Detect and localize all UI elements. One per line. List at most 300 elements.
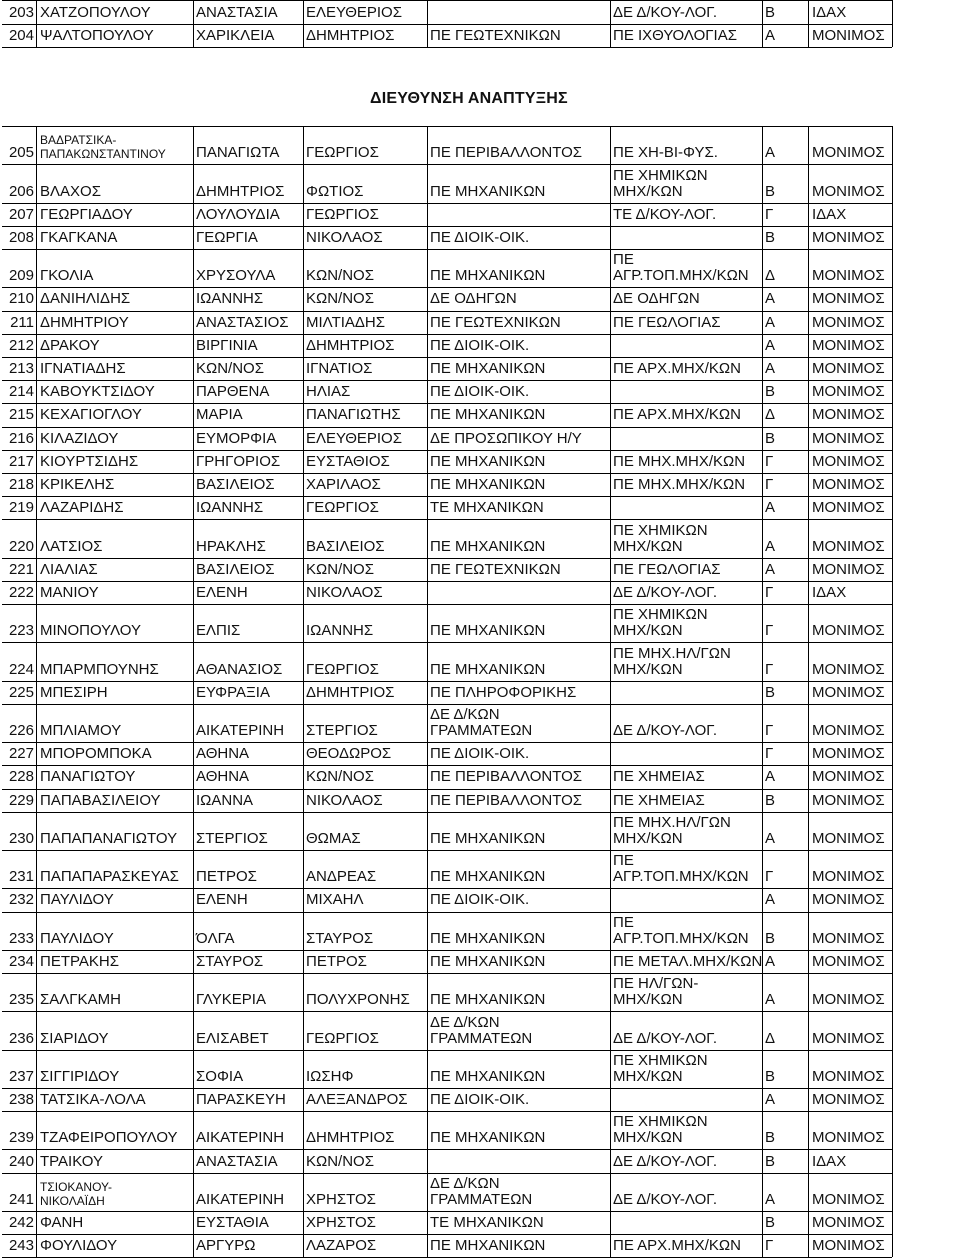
cell-status: ΜΟΝΙΜΟΣ xyxy=(812,791,885,809)
cell-surname: ΚΕΧΑΓΙΟΓΛΟΥ xyxy=(40,406,142,424)
cell-name: ΧΡΥΣΟΥΛΑ xyxy=(196,267,276,285)
cell-branch: ΔΕ Δ/ΚΩΝ ΓΡΑΜΜΑΤΕΩΝ xyxy=(430,1013,533,1047)
cell-father: ΛΑΖΑΡΟΣ xyxy=(306,1237,377,1255)
cell-name: ΕΥΜΟΡΦΙΑ xyxy=(196,429,277,447)
cell-spec: ΠΕ ΑΓΡ.ΤΟΠ.ΜΗΧ/ΚΩΝ xyxy=(613,251,749,285)
table-row xyxy=(0,1011,960,1049)
table-row xyxy=(0,1050,960,1088)
table-row xyxy=(0,789,960,812)
cell-grade: Α xyxy=(765,952,776,970)
table-row xyxy=(0,1211,960,1234)
cell-grade: Β xyxy=(765,929,776,947)
cell-father: ΚΩΝ/ΝΟΣ xyxy=(306,267,374,285)
cell-grade: Α xyxy=(765,336,776,354)
cell-status: ΜΟΝΙΜΟΣ xyxy=(812,891,885,909)
cell-father: ΓΕΩΡΓΙΟΣ xyxy=(306,499,379,517)
table-row xyxy=(0,888,960,911)
cell-grade: Α xyxy=(765,991,776,1009)
row-divider xyxy=(2,47,892,48)
cell-spec: ΠΕ ΑΡΧ.ΜΗΧ/ΚΩΝ xyxy=(613,1237,741,1255)
cell-spec: ΠΕ ΧΗΜΕΙΑΣ xyxy=(613,791,705,809)
table-row xyxy=(0,973,960,1011)
cell-no: 205 xyxy=(8,144,34,162)
cell-name: ΑΙΚΑΤΕΡΙΝΗ xyxy=(196,1190,285,1208)
cell-father: ΙΩΣΗΦ xyxy=(306,1067,354,1085)
cell-name: ΙΩΑΝΝΗΣ xyxy=(196,499,264,517)
cell-no: 234 xyxy=(8,952,34,970)
cell-no: 226 xyxy=(8,722,34,740)
cell-no: 232 xyxy=(8,891,34,909)
cell-grade: Α xyxy=(765,499,776,517)
cell-grade: Α xyxy=(765,360,776,378)
cell-grade: Α xyxy=(765,560,776,578)
cell-father: ΜΙΧΑΗΛ xyxy=(306,891,364,909)
cell-father: ΒΑΣΙΛΕΙΟΣ xyxy=(306,537,385,555)
cell-name: ΕΛΠΙΣ xyxy=(196,622,241,640)
table-row xyxy=(0,912,960,950)
cell-grade: Γ xyxy=(765,622,774,640)
cell-no: 230 xyxy=(8,829,34,847)
cell-no: 212 xyxy=(8,336,34,354)
cell-status: ΜΟΝΙΜΟΣ xyxy=(812,683,885,701)
cell-name: ΑΘΗΝΑ xyxy=(196,745,250,763)
cell-spec: ΠΕ ΙΧΘΥΟΛΟΓΙΑΣ xyxy=(613,27,737,44)
cell-surname: ΔΡΑΚΟΥ xyxy=(40,336,100,354)
table-row xyxy=(0,681,960,704)
cell-father: ΧΡΗΣΤΟΣ xyxy=(306,1190,376,1208)
cell-spec: ΠΕ ΓΕΩΛΟΓΙΑΣ xyxy=(613,560,721,578)
table-row xyxy=(0,0,960,24)
cell-spec: ΠΕ ΑΓΡ.ΤΟΠ.ΜΗΧ/ΚΩΝ xyxy=(613,913,749,947)
cell-branch: ΔΕ ΠΡΟΣΩΠΙΚΟΥ Η/Υ xyxy=(430,429,582,447)
cell-no: 215 xyxy=(8,406,34,424)
cell-no: 219 xyxy=(8,499,34,517)
cell-status: ΜΟΝΙΜΟΣ xyxy=(812,406,885,424)
cell-spec: ΔΕ Δ/ΚΟΥ-ΛΟΓ. xyxy=(613,1152,718,1170)
table-row xyxy=(0,427,960,450)
cell-surname: ΒΛΑΧΟΣ xyxy=(40,182,101,200)
cell-spec: ΠΕ ΧΗΜΙΚΩΝ ΜΗΧ/ΚΩΝ xyxy=(613,1051,708,1085)
cell-grade: Α xyxy=(765,1091,776,1109)
cell-name: ΒΑΣΙΛΕΙΟΣ xyxy=(196,560,275,578)
cell-name: ΑΘΗΝΑ xyxy=(196,768,250,786)
cell-spec: ΠΕ ΑΡΧ.ΜΗΧ/ΚΩΝ xyxy=(613,406,741,424)
cell-branch: ΠΕ ΜΗΧΑΝΙΚΩΝ xyxy=(430,1067,546,1085)
column-divider xyxy=(36,0,37,47)
cell-surname: ΚΑΒΟΥΚΤΣΙΔΟΥ xyxy=(40,383,155,401)
cell-no: 242 xyxy=(8,1214,34,1232)
cell-spec: ΠΕ ΜΗΧ.ΗΛ/ΓΩΝ ΜΗΧ/ΚΩΝ xyxy=(613,644,731,678)
cell-father: ΝΙΚΟΛΑΟΣ xyxy=(306,791,383,809)
cell-branch: ΠΕ ΜΗΧΑΝΙΚΩΝ xyxy=(430,829,546,847)
cell-branch: ΠΕ ΔΙΟΙΚ-ΟΙΚ. xyxy=(430,891,530,909)
cell-status: ΜΟΝΙΜΟΣ xyxy=(812,1091,885,1109)
cell-name: ΑΡΓΥΡΩ xyxy=(196,1237,256,1255)
cell-surname: ΤΣΙΟΚΑΝΟΥ- ΝΙΚΟΛΑΪΔΗ xyxy=(40,1179,112,1208)
cell-father: ΓΕΩΡΓΙΟΣ xyxy=(306,1029,379,1047)
cell-branch: ΤΕ ΜΗΧΑΝΙΚΩΝ xyxy=(430,1214,544,1232)
cell-grade: Γ xyxy=(765,205,774,223)
cell-grade: Α xyxy=(765,891,776,909)
table-row xyxy=(0,812,960,850)
cell-name: ΕΥΣΤΑΘΙΑ xyxy=(196,1214,269,1232)
column-divider xyxy=(892,0,893,47)
cell-spec: ΔΕ Δ/ΚΟΥ-ΛΟΓ. xyxy=(613,1190,718,1208)
cell-father: ΣΤΕΡΓΙΟΣ xyxy=(306,722,378,740)
cell-surname: ΤΑΤΣΙΚΑ-ΛΟΛΑ xyxy=(40,1091,146,1109)
cell-surname: ΠΑΠΑΒΑΣΙΛΕΙΟΥ xyxy=(40,791,161,809)
cell-father: ΓΕΩΡΓΙΟΣ xyxy=(306,205,379,223)
column-divider xyxy=(427,0,428,47)
cell-grade: Α xyxy=(765,144,776,162)
table-row xyxy=(0,1149,960,1172)
cell-status: ΜΟΝΙΜΟΣ xyxy=(812,313,885,331)
cell-branch: ΠΕ ΔΙΟΙΚ-ΟΙΚ. xyxy=(430,383,530,401)
cell-father: ΕΛΕΥΘΕΡΙΟΣ xyxy=(306,429,402,447)
cell-surname: ΜΠΛΙΑΜΟΥ xyxy=(40,722,122,740)
cell-status: ΙΔΑΧ xyxy=(812,1152,847,1170)
cell-father: ΙΓΝΑΤΙΟΣ xyxy=(306,360,373,378)
column-divider xyxy=(610,0,611,47)
table-row xyxy=(0,450,960,473)
cell-grade: Α xyxy=(765,768,776,786)
cell-branch: ΠΕ ΔΙΟΙΚ-ΟΙΚ. xyxy=(430,336,530,354)
cell-surname: ΠΑΥΛΙΔΟΥ xyxy=(40,891,114,909)
cell-grade: Δ xyxy=(765,406,776,424)
cell-status: ΜΟΝΙΜΟΣ xyxy=(812,336,885,354)
cell-no: 241 xyxy=(8,1190,34,1208)
cell-branch: ΠΕ ΔΙΟΙΚ-ΟΙΚ. xyxy=(430,745,530,763)
cell-grade: Α xyxy=(765,537,776,555)
cell-name: ΠΑΝΑΓΙΩΤΑ xyxy=(196,144,280,162)
cell-status: ΜΟΝΙΜΟΣ xyxy=(812,929,885,947)
cell-status: ΜΟΝΙΜΟΣ xyxy=(812,383,885,401)
cell-name: ΒΙΡΓΙΝΙΑ xyxy=(196,336,258,354)
cell-no: 222 xyxy=(8,583,34,601)
cell-grade: Β xyxy=(765,429,776,447)
cell-grade: Β xyxy=(765,182,776,200)
table-row xyxy=(0,850,960,888)
cell-spec: ΠΕ ΗΛ/ΓΩΝ- ΜΗΧ/ΚΩΝ xyxy=(613,975,699,1009)
table-row xyxy=(0,581,960,604)
cell-no: 223 xyxy=(8,622,34,640)
cell-surname: ΔΑΝΙΗΛΙΔΗΣ xyxy=(40,290,131,308)
cell-father: ΘΩΜΑΣ xyxy=(306,829,361,847)
cell-status: ΜΟΝΙΜΟΣ xyxy=(812,228,885,246)
cell-branch: ΔΕ Δ/ΚΩΝ ΓΡΑΜΜΑΤΕΩΝ xyxy=(430,1174,533,1208)
cell-status: ΜΟΝΙΜΟΣ xyxy=(812,722,885,740)
cell-name: ΑΙΚΑΤΕΡΙΝΗ xyxy=(196,1129,285,1147)
column-divider xyxy=(193,126,194,1257)
table-row xyxy=(0,1088,960,1111)
cell-no: 237 xyxy=(8,1067,34,1085)
cell-no: 228 xyxy=(8,768,34,786)
table-row xyxy=(0,249,960,287)
cell-spec: ΔΕ Δ/ΚΟΥ-ΛΟΓ. xyxy=(613,583,718,601)
cell-father: ΜΙΛΤΙΑΔΗΣ xyxy=(306,313,386,331)
cell-name: ΒΑΣΙΛΕΙΟΣ xyxy=(196,476,275,494)
cell-name: ΧΑΡΙΚΛΕΙΑ xyxy=(196,27,275,44)
cell-status: ΜΟΝΙΜΟΣ xyxy=(812,660,885,678)
cell-grade: Α xyxy=(765,1190,776,1208)
cell-status: ΜΟΝΙΜΟΣ xyxy=(812,1067,885,1085)
cell-name: ΙΩΑΝΝΑ xyxy=(196,791,254,809)
table-row xyxy=(0,704,960,742)
cell-father: ΓΕΩΡΓΙΟΣ xyxy=(306,144,379,162)
cell-father: ΕΥΣΤΑΘΙΟΣ xyxy=(306,452,390,470)
cell-spec: ΠΕ ΧΗ-ΒΙ-ΦΥΣ. xyxy=(613,144,718,162)
cell-grade: Γ xyxy=(765,660,774,678)
cell-name: ΕΥΦΡΑΞΙΑ xyxy=(196,683,270,701)
table-row xyxy=(0,24,960,48)
cell-father: ΔΗΜΗΤΡΙΟΣ xyxy=(306,27,395,44)
cell-surname: ΤΖΑΦΕΙΡΟΠΟΥΛΟΥ xyxy=(40,1129,178,1147)
cell-father: ΧΑΡΙΛΑΟΣ xyxy=(306,476,381,494)
cell-no: 209 xyxy=(8,267,34,285)
cell-grade: Δ xyxy=(765,267,776,285)
table-row xyxy=(0,311,960,334)
cell-no: 238 xyxy=(8,1091,34,1109)
table-row xyxy=(0,765,960,788)
cell-grade: Β xyxy=(765,1129,776,1147)
cell-father: ΝΙΚΟΛΑΟΣ xyxy=(306,228,383,246)
cell-branch: ΠΕ ΔΙΟΙΚ-ΟΙΚ. xyxy=(430,1091,530,1109)
cell-branch: ΠΕ ΜΗΧΑΝΙΚΩΝ xyxy=(430,476,546,494)
cell-father: ΔΗΜΗΤΡΙΟΣ xyxy=(306,336,395,354)
table-row xyxy=(0,1111,960,1149)
cell-spec: ΔΕ Δ/ΚΟΥ-ΛΟΓ. xyxy=(613,1029,718,1047)
table-row xyxy=(0,357,960,380)
cell-no: 213 xyxy=(8,360,34,378)
cell-name: ΗΡΑΚΛΗΣ xyxy=(196,537,266,555)
cell-no: 229 xyxy=(8,791,34,809)
cell-name: ΣΤΑΥΡΟΣ xyxy=(196,952,264,970)
cell-grade: Δ xyxy=(765,1029,776,1047)
cell-grade: Α xyxy=(765,27,776,44)
cell-no: 227 xyxy=(8,745,34,763)
cell-no: 225 xyxy=(8,683,34,701)
cell-status: ΜΟΝΙΜΟΣ xyxy=(812,144,885,162)
cell-name: ΣΟΦΙΑ xyxy=(196,1067,244,1085)
cell-no: 203 xyxy=(8,3,34,21)
cell-no: 208 xyxy=(8,228,34,246)
cell-surname: ΜΑΝΙΟΥ xyxy=(40,583,99,601)
column-divider xyxy=(808,0,809,47)
table-row xyxy=(0,164,960,202)
cell-status: ΜΟΝΙΜΟΣ xyxy=(812,452,885,470)
table-row xyxy=(0,950,960,973)
cell-no: 210 xyxy=(8,290,34,308)
cell-status: ΙΔΑΧ xyxy=(812,205,847,223)
cell-surname: ΜΙΝΟΠΟΥΛΟΥ xyxy=(40,622,141,640)
table-row xyxy=(0,558,960,581)
cell-branch: ΠΕ ΓΕΩΤΕΧΝΙΚΩΝ xyxy=(430,313,561,331)
cell-name: ΕΛΕΝΗ xyxy=(196,891,248,909)
cell-surname: ΛΑΖΑΡΙΔΗΣ xyxy=(40,499,124,517)
column-divider xyxy=(193,0,194,47)
cell-grade: Γ xyxy=(765,722,774,740)
cell-grade: Γ xyxy=(765,476,774,494)
cell-status: ΜΟΝΙΜΟΣ xyxy=(812,1237,885,1255)
cell-name: ΓΛΥΚΕΡΙΑ xyxy=(196,991,266,1009)
cell-surname: ΛΑΤΣΙΟΣ xyxy=(40,537,103,555)
cell-branch: ΠΕ ΜΗΧΑΝΙΚΩΝ xyxy=(430,1237,546,1255)
cell-surname: ΜΠΟΡΟΜΠΟΚΑ xyxy=(40,745,152,763)
cell-father: ΦΩΤΙΟΣ xyxy=(306,182,364,200)
cell-surname: ΠΑΝΑΓΙΩΤΟΥ xyxy=(40,768,136,786)
cell-name: ΚΩΝ/ΝΟΣ xyxy=(196,360,264,378)
cell-spec: ΠΕ ΑΓΡ.ΤΟΠ.ΜΗΧ/ΚΩΝ xyxy=(613,852,749,886)
cell-father: ΗΛΙΑΣ xyxy=(306,383,351,401)
column-divider xyxy=(762,0,763,47)
cell-no: 240 xyxy=(8,1152,34,1170)
cell-father: ΕΛΕΥΘΕΡΙΟΣ xyxy=(306,3,402,21)
cell-spec: ΠΕ ΧΗΜΙΚΩΝ ΜΗΧ/ΚΩΝ xyxy=(613,521,708,555)
cell-branch: ΠΕ ΜΗΧΑΝΙΚΩΝ xyxy=(430,952,546,970)
cell-surname: ΔΗΜΗΤΡΙΟΥ xyxy=(40,313,129,331)
cell-father: ΣΤΑΥΡΟΣ xyxy=(306,929,374,947)
cell-surname: ΠΑΥΛΙΔΟΥ xyxy=(40,929,114,947)
cell-surname: ΙΓΝΑΤΙΑΔΗΣ xyxy=(40,360,126,378)
cell-grade: Α xyxy=(765,290,776,308)
cell-surname: ΠΑΠΑΠΑΝΑΓΙΩΤΟΥ xyxy=(40,829,178,847)
column-divider xyxy=(427,126,428,1257)
column-divider xyxy=(808,126,809,1257)
table-row xyxy=(0,604,960,642)
cell-surname: ΚΡΙΚΕΛΗΣ xyxy=(40,476,115,494)
column-divider xyxy=(892,126,893,1257)
cell-branch: ΠΕ ΠΕΡΙΒΑΛΛΟΝΤΟΣ xyxy=(430,144,583,162)
cell-surname: ΧΑΤΖΟΠΟΥΛΟΥ xyxy=(40,3,151,21)
cell-no: 236 xyxy=(8,1029,34,1047)
cell-branch: ΠΕ ΜΗΧΑΝΙΚΩΝ xyxy=(430,1129,546,1147)
table-row xyxy=(0,519,960,557)
cell-spec: ΠΕ ΜΗΧ.ΜΗΧ/ΚΩΝ xyxy=(613,452,746,470)
cell-father: ΑΝΔΡΕΑΣ xyxy=(306,868,377,886)
cell-branch: ΔΕ ΟΔΗΓΩΝ xyxy=(430,290,517,308)
cell-name: ΔΗΜΗΤΡΙΟΣ xyxy=(196,182,285,200)
cell-name: ΓΕΩΡΓΙΑ xyxy=(196,228,258,246)
cell-branch: ΠΕ ΜΗΧΑΝΙΚΩΝ xyxy=(430,991,546,1009)
cell-grade: Β xyxy=(765,228,776,246)
cell-surname: ΣΙΑΡΙΔΟΥ xyxy=(40,1029,109,1047)
cell-branch: ΠΕ ΠΕΡΙΒΑΛΛΟΝΤΟΣ xyxy=(430,768,583,786)
cell-no: 221 xyxy=(8,560,34,578)
cell-status: ΜΟΝΙΜΟΣ xyxy=(812,991,885,1009)
cell-spec: ΔΕ Δ/ΚΟΥ-ΛΟΓ. xyxy=(613,722,718,740)
section-title: ΔΙΕΥΘΥΝΣΗ ΑΝΑΠΤΥΞΗΣ xyxy=(370,90,568,107)
cell-surname: ΦΑΝΗ xyxy=(40,1214,84,1232)
cell-name: ΕΛΙΣΑΒΕΤ xyxy=(196,1029,269,1047)
cell-name: ΌΛΓΑ xyxy=(196,929,235,947)
cell-no: 231 xyxy=(8,868,34,886)
cell-surname: ΨΑΛΤΟΠΟΥΛΟΥ xyxy=(40,27,154,44)
column-divider xyxy=(762,126,763,1257)
cell-father: ΠΟΛΥΧΡΟΝΗΣ xyxy=(306,991,410,1009)
cell-branch: ΠΕ ΜΗΧΑΝΙΚΩΝ xyxy=(430,360,546,378)
cell-spec: ΠΕ ΧΗΜΙΚΩΝ ΜΗΧ/ΚΩΝ xyxy=(613,606,708,640)
cell-branch: ΠΕ ΓΕΩΤΕΧΝΙΚΩΝ xyxy=(430,27,561,44)
cell-status: ΜΟΝΙΜΟΣ xyxy=(812,868,885,886)
cell-no: 207 xyxy=(8,205,34,223)
table-row xyxy=(0,1234,960,1257)
cell-name: ΑΝΑΣΤΑΣΙΟΣ xyxy=(196,313,289,331)
cell-spec: ΠΕ ΧΗΜΕΙΑΣ xyxy=(613,768,705,786)
cell-status: ΜΟΝΙΜΟΣ xyxy=(812,622,885,640)
cell-no: 214 xyxy=(8,383,34,401)
cell-surname: ΒΑΔΡΑΤΣΙΚΑ- ΠΑΠΑΚΩΝΣΤΑΝΤΙΝΟΥ xyxy=(40,133,166,162)
cell-grade: Α xyxy=(765,313,776,331)
cell-spec: ΠΕ ΜΕΤΑΛ.ΜΗΧ/ΚΩΝ xyxy=(613,952,763,970)
cell-surname: ΠΕΤΡΑΚΗΣ xyxy=(40,952,120,970)
cell-father: ΚΩΝ/ΝΟΣ xyxy=(306,1152,374,1170)
cell-no: 233 xyxy=(8,929,34,947)
cell-name: ΑΙΚΑΤΕΡΙΝΗ xyxy=(196,722,285,740)
cell-father: ΧΡΗΣΤΟΣ xyxy=(306,1214,376,1232)
cell-grade: Α xyxy=(765,829,776,847)
cell-spec: ΠΕ ΑΡΧ.ΜΗΧ/ΚΩΝ xyxy=(613,360,741,378)
cell-grade: Γ xyxy=(765,868,774,886)
cell-branch: ΠΕ ΜΗΧΑΝΙΚΩΝ xyxy=(430,868,546,886)
cell-no: 235 xyxy=(8,991,34,1009)
cell-status: ΜΟΝΙΜΟΣ xyxy=(812,952,885,970)
table-row xyxy=(0,226,960,249)
table-row xyxy=(0,126,960,164)
cell-no: 243 xyxy=(8,1237,34,1255)
cell-status: ΜΟΝΙΜΟΣ xyxy=(812,1129,885,1147)
cell-father: ΚΩΝ/ΝΟΣ xyxy=(306,768,374,786)
cell-no: 204 xyxy=(8,27,34,44)
table-row xyxy=(0,380,960,403)
cell-no: 224 xyxy=(8,660,34,678)
cell-no: 206 xyxy=(8,182,34,200)
column-divider xyxy=(36,126,37,1257)
cell-status: ΜΟΝΙΜΟΣ xyxy=(812,1190,885,1208)
cell-surname: ΤΡΑΙΚΟΥ xyxy=(40,1152,103,1170)
cell-status: ΜΟΝΙΜΟΣ xyxy=(812,27,885,44)
table-row xyxy=(0,334,960,357)
cell-father: ΝΙΚΟΛΑΟΣ xyxy=(306,583,383,601)
cell-surname: ΣΑΛΓΚΑΜΗ xyxy=(40,991,121,1009)
cell-name: ΑΘΑΝΑΣΙΟΣ xyxy=(196,660,283,678)
cell-surname: ΚΙΟΥΡΤΣΙΔΗΣ xyxy=(40,452,139,470)
cell-status: ΜΟΝΙΜΟΣ xyxy=(812,768,885,786)
cell-surname: ΦΟΥΛΙΔΟΥ xyxy=(40,1237,118,1255)
cell-spec: ΤΕ Δ/ΚΟΥ-ΛΟΓ. xyxy=(613,205,717,223)
cell-grade: Β xyxy=(765,1067,776,1085)
cell-branch: ΠΕ ΜΗΧΑΝΙΚΩΝ xyxy=(430,622,546,640)
cell-branch: ΠΕ ΜΗΧΑΝΙΚΩΝ xyxy=(430,452,546,470)
cell-grade: Γ xyxy=(765,745,774,763)
table-row xyxy=(0,1173,960,1211)
cell-spec: ΔΕ ΟΔΗΓΩΝ xyxy=(613,290,700,308)
cell-no: 218 xyxy=(8,476,34,494)
cell-surname: ΚΙΛΑΖΙΔΟΥ xyxy=(40,429,119,447)
cell-grade: Β xyxy=(765,383,776,401)
cell-father: ΚΩΝ/ΝΟΣ xyxy=(306,560,374,578)
column-divider xyxy=(303,0,304,47)
cell-status: ΜΟΝΙΜΟΣ xyxy=(812,429,885,447)
cell-grade: Γ xyxy=(765,1237,774,1255)
cell-status: ΜΟΝΙΜΟΣ xyxy=(812,829,885,847)
cell-spec: ΠΕ ΧΗΜΙΚΩΝ ΜΗΧ/ΚΩΝ xyxy=(613,1113,708,1147)
cell-surname: ΣΙΓΓΙΡΙΔΟΥ xyxy=(40,1067,120,1085)
cell-grade: Β xyxy=(765,791,776,809)
cell-branch: ΠΕ ΜΗΧΑΝΙΚΩΝ xyxy=(430,537,546,555)
cell-branch: ΠΕ ΜΗΧΑΝΙΚΩΝ xyxy=(430,267,546,285)
cell-status: ΜΟΝΙΜΟΣ xyxy=(812,267,885,285)
cell-branch: ΠΕ ΠΛΗΡΟΦΟΡΙΚΗΣ xyxy=(430,683,577,701)
